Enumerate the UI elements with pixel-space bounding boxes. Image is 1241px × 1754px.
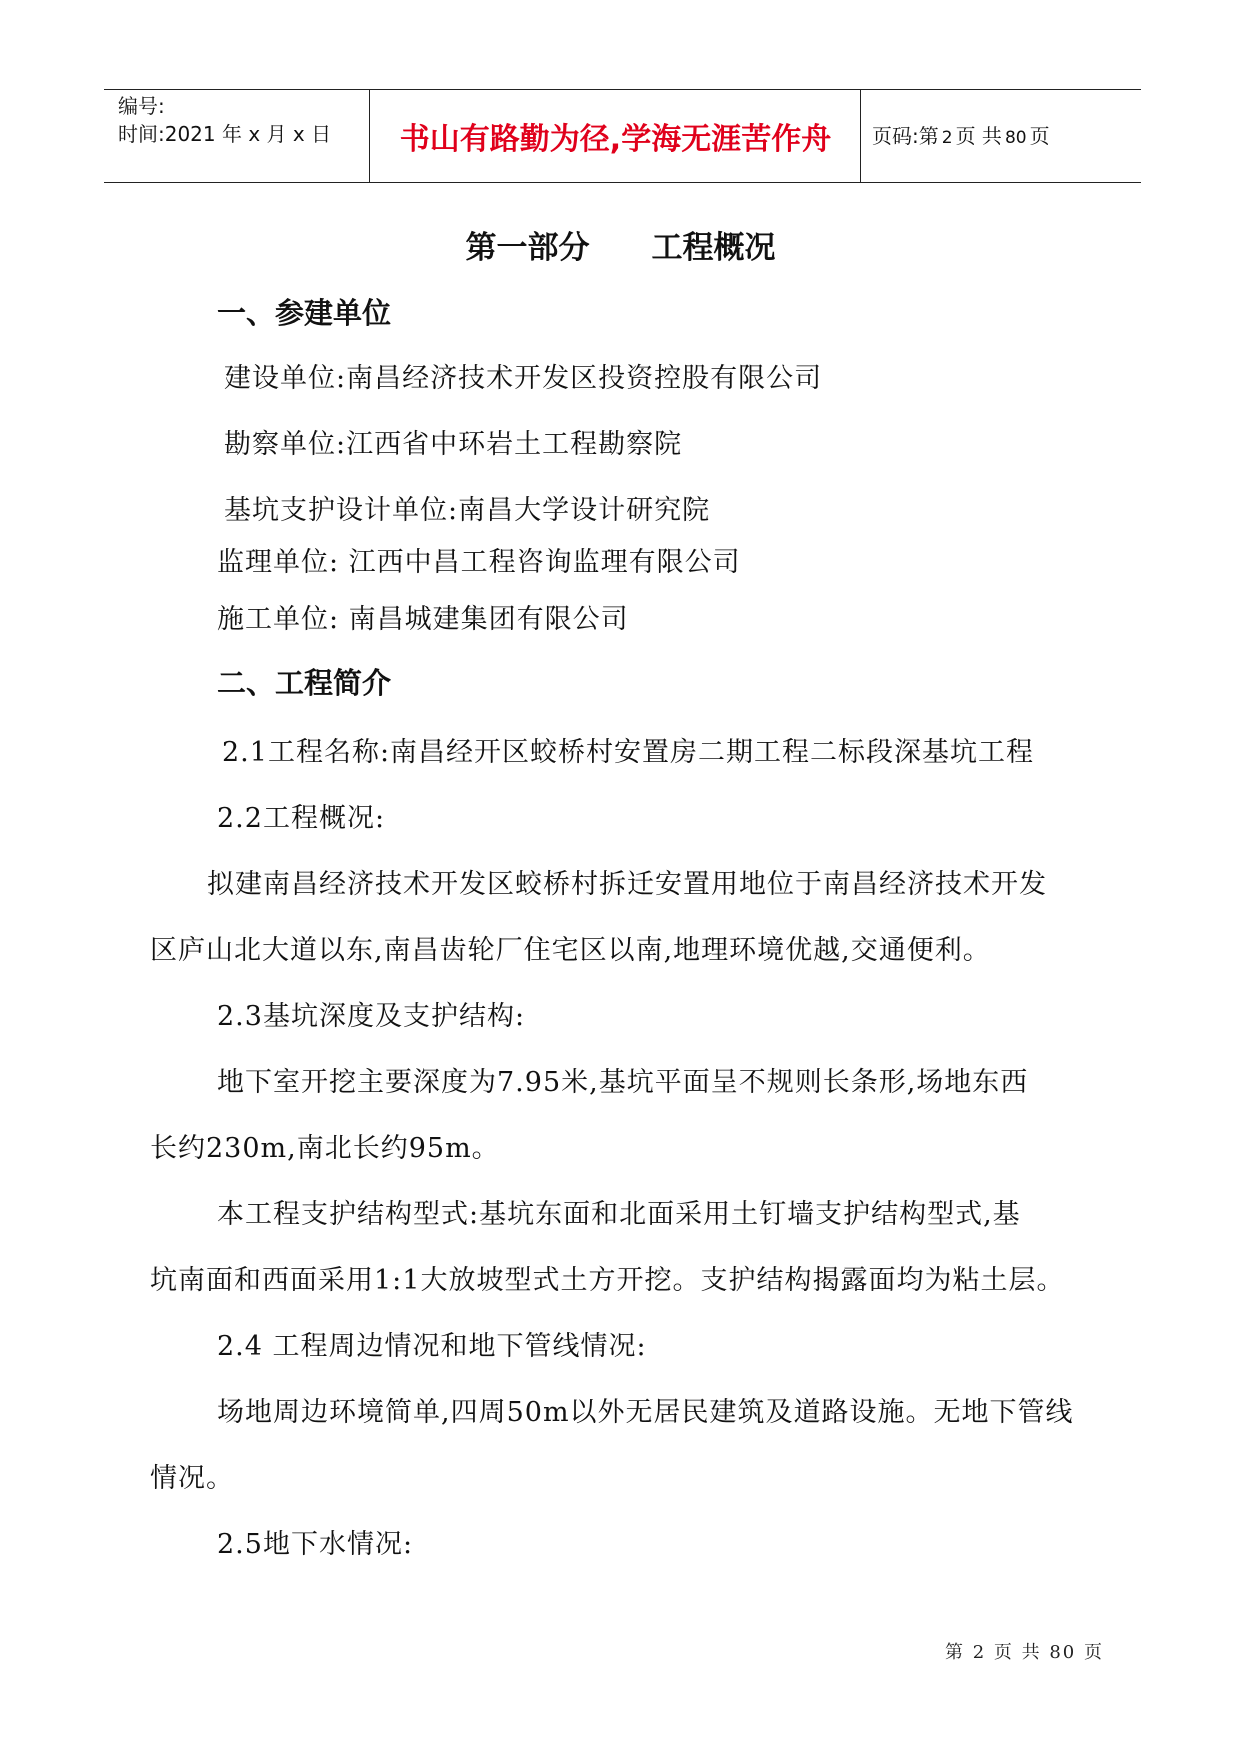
body-line: 2.2工程概况:	[217, 803, 386, 834]
header-bottom-rule	[104, 182, 1141, 183]
body-line: 长约230m,南北长约95m。	[150, 1133, 500, 1164]
header-number-label: 编号:	[118, 94, 165, 118]
header-page-current: 2	[941, 128, 953, 148]
footer-page-number: 第 2 页 共 80 页	[945, 1642, 1104, 1663]
header-page-middle: 页 共	[955, 124, 1002, 148]
body-line: 坑南面和西面采用1:1大放坡型式土方开挖。支护结构揭露面均为粘土层。	[150, 1265, 1065, 1296]
header-page-total: 80	[1004, 128, 1027, 148]
body-line: 2.3基坑深度及支护结构:	[217, 1001, 526, 1032]
unit-survey: 勘察单位:江西省中环岩土工程勘察院	[224, 429, 683, 460]
body-line: 场地周边环境简单,四周50m以外无居民建筑及道路设施。无地下管线	[217, 1397, 1074, 1428]
unit-construction: 建设单位:南昌经济技术开发区投资控股有限公司	[224, 363, 823, 394]
header-divider-left	[369, 89, 370, 182]
body-line: 本工程支护结构型式:基坑东面和北面采用土钉墙支护结构型式,基	[217, 1199, 1021, 1230]
body-line: 2.1工程名称:南昌经开区蛟桥村安置房二期工程二标段深基坑工程	[222, 737, 1035, 768]
title-name: 工程概况	[651, 230, 776, 266]
unit-supervision: 监理单位: 江西中昌工程咨询监理有限公司	[217, 547, 741, 578]
header-page-suffix: 页	[1029, 124, 1050, 148]
body-line: 2.4 工程周边情况和地下管线情况:	[217, 1331, 647, 1362]
header-motto: 书山有路勤为径,学海无涯苦作舟	[399, 121, 832, 157]
body-line: 区庐山北大道以东,南昌齿轮厂住宅区以南,地理环境优越,交通便利。	[150, 935, 991, 966]
header-page-number	[872, 120, 1050, 149]
section2-heading: 二、工程简介	[217, 666, 392, 700]
page-title	[0, 222, 1241, 267]
header-page-prefix: 页码:第	[872, 124, 939, 148]
unit-contractor: 施工单位: 南昌城建集团有限公司	[217, 604, 629, 635]
unit-design: 基坑支护设计单位:南昌大学设计研究院	[224, 495, 711, 526]
section1-heading: 一、参建单位	[217, 296, 392, 330]
body-line: 地下室开挖主要深度为7.95米,基坑平面呈不规则长条形,场地东西	[217, 1067, 1029, 1098]
header-time-label: 时间:2021 年 x 月 x 日	[118, 122, 332, 146]
title-part: 第一部分	[465, 230, 590, 266]
header-meta	[118, 92, 331, 148]
header-divider-right	[860, 89, 861, 182]
body-line: 情况。	[150, 1463, 234, 1494]
body-line: 2.5地下水情况:	[217, 1529, 414, 1560]
body-line: 拟建南昌经济技术开发区蛟桥村拆迁安置用地位于南昌经济技术开发	[207, 869, 1047, 900]
